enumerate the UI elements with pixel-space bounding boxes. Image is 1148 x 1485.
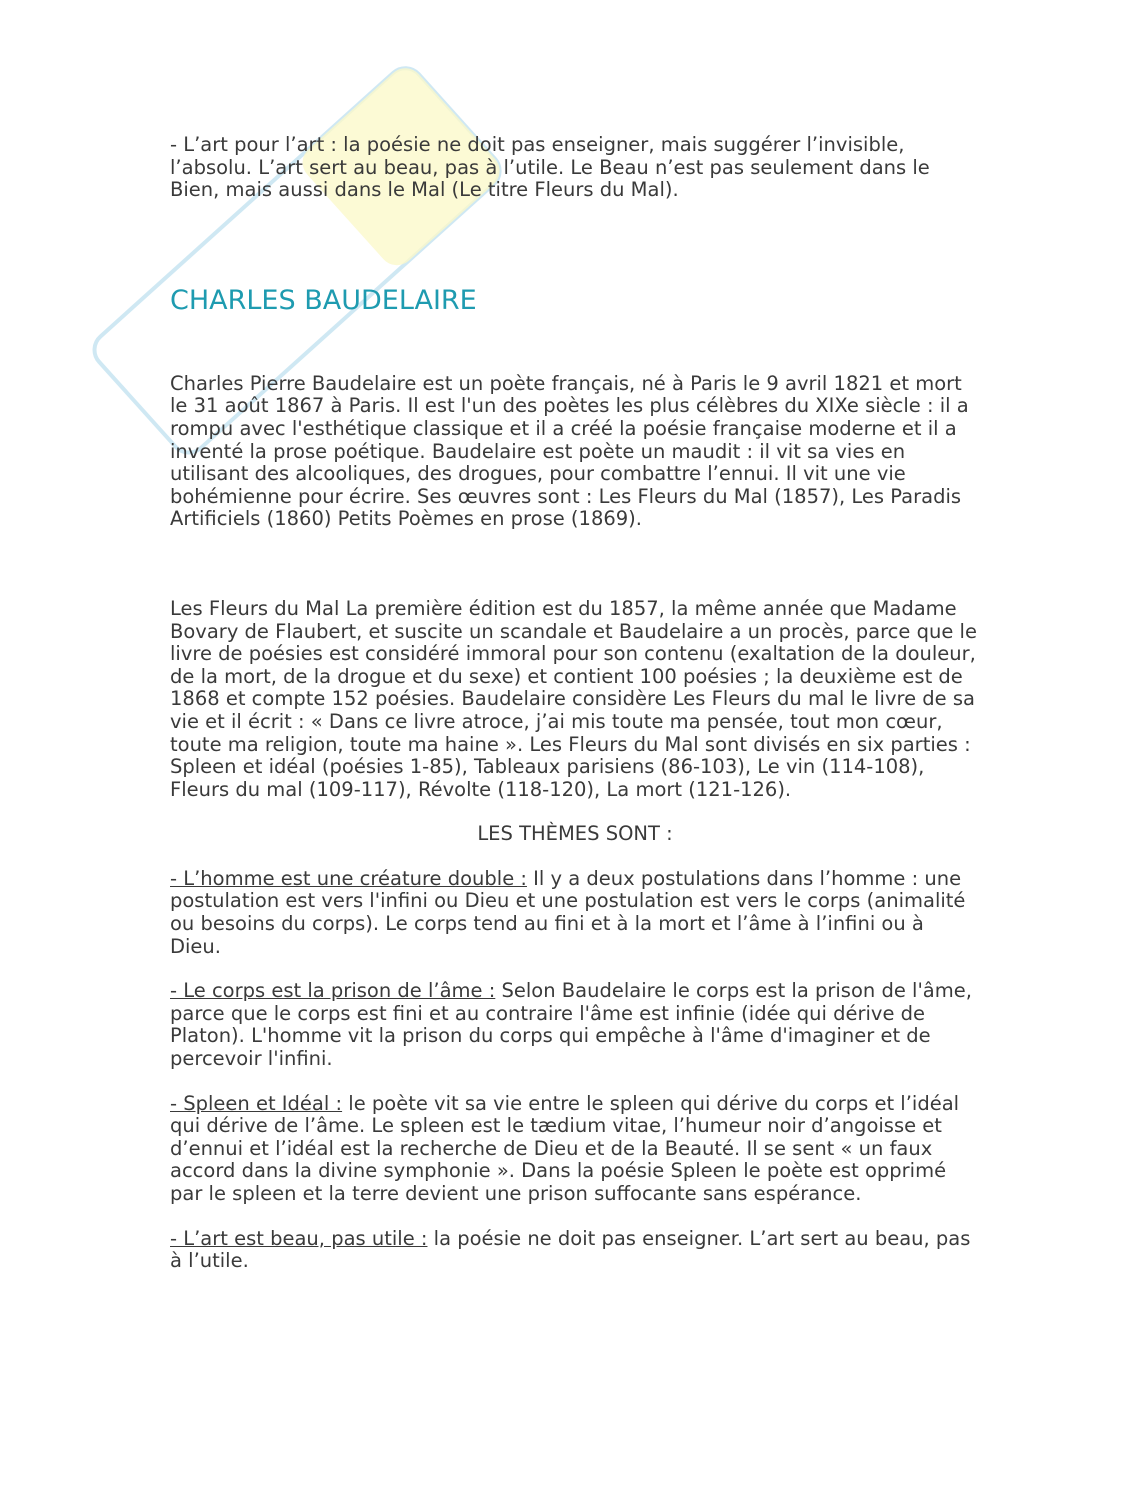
bio-paragraph: Charles Pierre Baudelaire est un poète français, né à Paris le 9 avril 1821 et mort le 31 août 1867 à Paris. Il est l'un des poètes les plus célèbres du XIXe siècle : il a rompu avec l'esthétique classique et il a créé la poésie française moderne et il a inventé la prose poétique. Baudelaire est poète un maudit : il vit sa vies en utilisant des alcooliques, des drogues, pour combattre l’ennui. Il vit une vie bohémienne pour écrire. Ses œuvres sont : Les Fleurs du Mal (1857), Les Paradis Artificiels (1860) Petits Poèmes en prose (1869).	[170, 371, 969, 531]
theme-text: Il y a deux postulations dans l’homme : une postulation est vers l'infini ou Dieu et une postulation est vers le corps (animalité ou besoins du corps). Le corps tend au fini et à la mort et l’âme à l’infini ou à Dieu.	[170, 866, 966, 958]
section-title: CHARLES BAUDELAIRE	[170, 284, 477, 316]
intro-paragraph: - L’art pour l’art : la poésie ne doit pas enseigner, mais suggérer l’invisible, l’absolu. L’art sert au beau, pas à l’utile. Le Beau n’est pas seulement dans le Bien, mais aussi dans le Mal (Le titre Fleurs du Mal).	[170, 133, 930, 202]
theme-item	[170, 980, 980, 1070]
theme-text: la poésie ne doit pas enseigner. L’art sert au beau, pas à l’utile.	[170, 1226, 971, 1273]
theme-label: - L’homme est une créature double :	[170, 866, 527, 890]
theme-item	[170, 868, 980, 958]
theme-label: - Spleen et Idéal :	[170, 1091, 343, 1115]
theme-text: Selon Baudelaire le corps est la prison de l'âme, parce que le corps est fini et au contraire l'âme est infinie (idée qui dérive de Platon). L'homme vit la prison du corps qui empêche à l'âme d'imaginer et de percevoir l'infini.	[170, 979, 972, 1071]
theme-item	[170, 1093, 980, 1206]
fleurs-du-mal-paragraph: Les Fleurs du Mal La première édition est du 1857, la même année que Madame Bovary de Flaubert, et suscite un scandale et Baudelaire a un procès, parce que le livre de poésies est considéré immoral pour son contenu (exaltation de la douleur, de la mort, de la drogue et du sexe) et contient 100 poésies ; la deuxième est de 1868 et compte 152 poésies. Baudelaire considère Les Fleurs du mal le livre de sa vie et il écrit : « Dans ce livre atroce, j’ai mis toute ma pensée, tout mon cœur, toute ma religion, toute ma haine ». Les Fleurs du Mal sont divisés en six parties : Spleen et idéal (poésies 1-85), Tableaux parisiens (86-103), Le vin (114-108), Fleurs du mal (109-117), Révolte (118-120), La mort (121-126).	[170, 596, 977, 801]
theme-item	[170, 1228, 980, 1273]
theme-label: - L’art est beau, pas utile :	[170, 1226, 428, 1250]
document-page	[170, 134, 980, 1273]
themes-heading: LES THÈMES SONT :	[477, 822, 673, 846]
theme-label: - Le corps est la prison de l’âme :	[170, 979, 496, 1003]
theme-text: le poète vit sa vie entre le spleen qui dérive du corps et l’idéal qui dérive de l’âme. Le spleen est le tædium vitae, l’humeur noir d’angoisse et d’ennui et l’idéal est la recherche de Dieu et de la Beauté. Il se sent « un faux accord dans la divine symphonie ». Dans la poésie Spleen le poète est opprimé par le spleen et la terre devient une prison suffocante sans espérance.	[170, 1091, 960, 1205]
